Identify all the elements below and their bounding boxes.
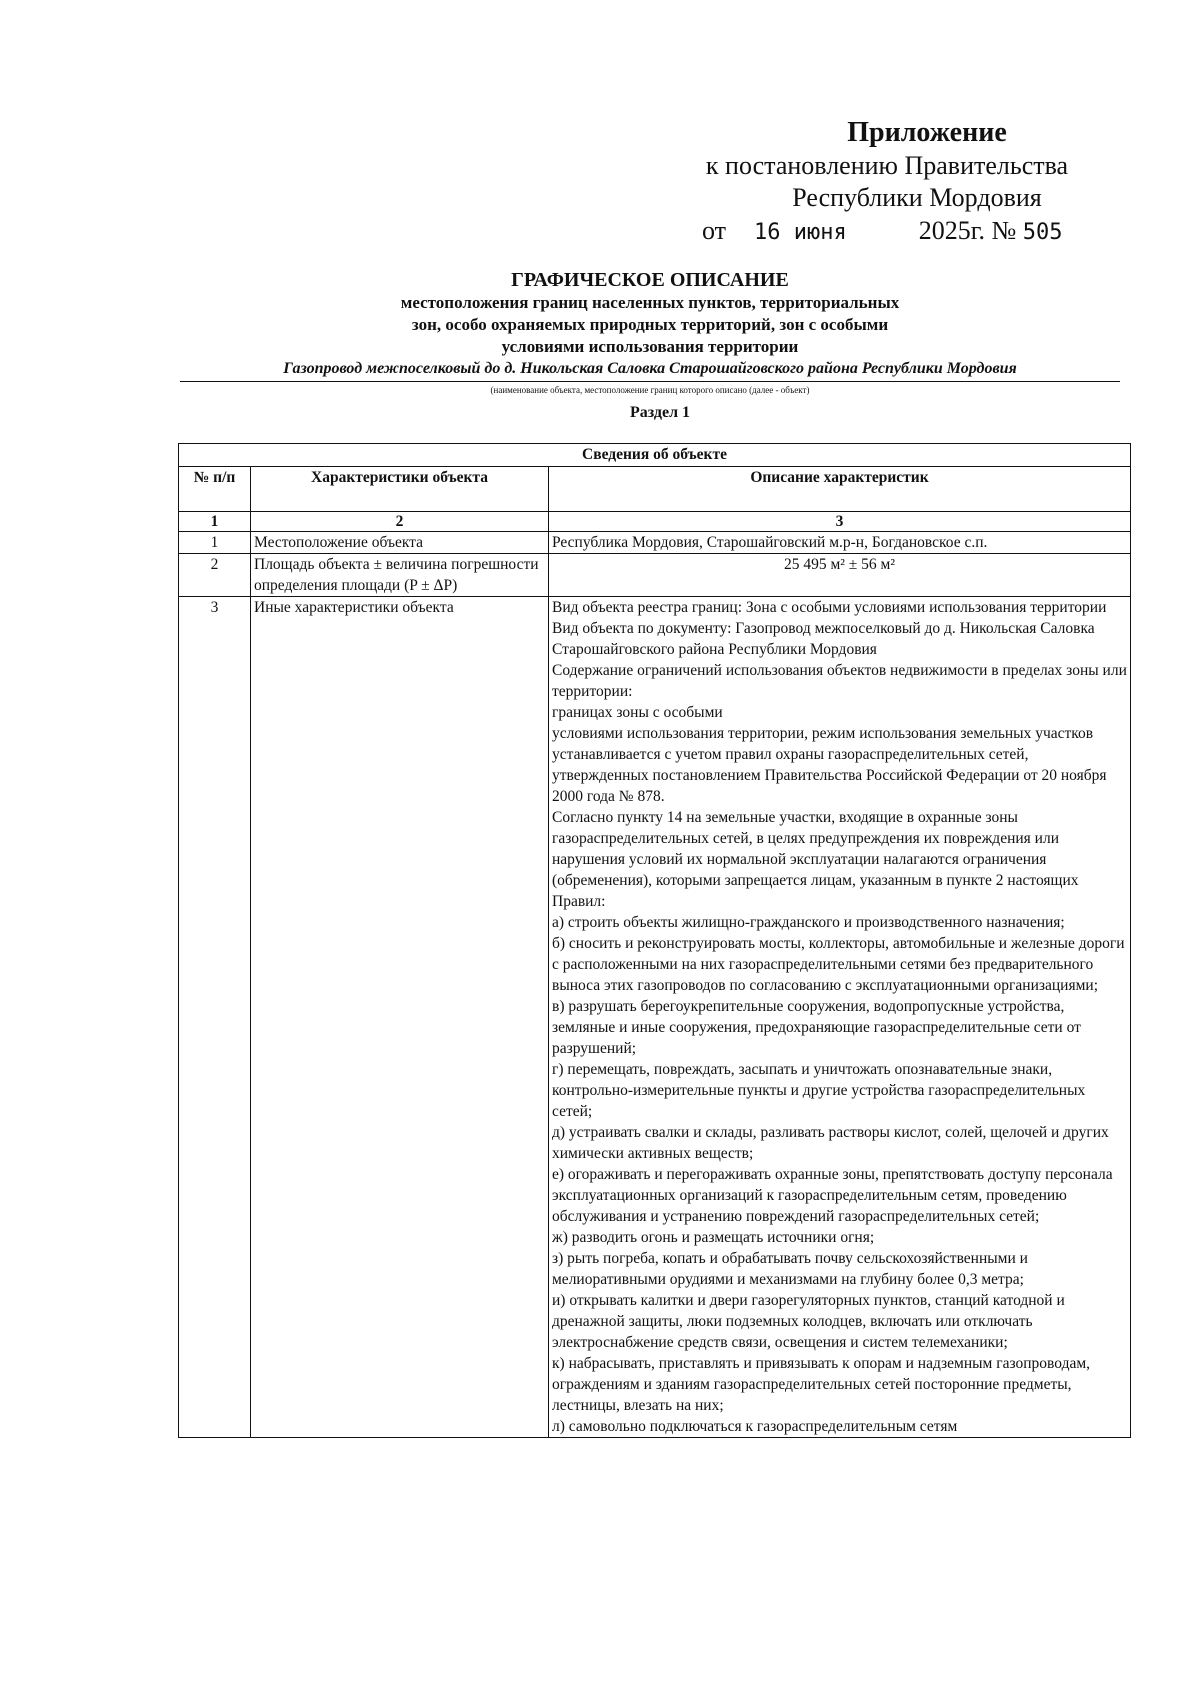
- table-row: [179, 597, 1131, 1438]
- table-row: [179, 532, 1131, 554]
- column-index-1: 1: [179, 512, 251, 532]
- description-paragraph: к) набрасывать, приставлять и привязывать к опорам и надземным газопроводам, ограждениям и зданиям газораспределительных сетей посторонние предметы, лестницы, влезать на них;: [552, 1355, 1091, 1414]
- description-paragraph: ж) разводить огонь и размещать источники огня;: [552, 1229, 875, 1246]
- table-header-row: [179, 467, 1131, 512]
- column-index-3: 3: [549, 512, 1131, 532]
- date-prefix: от: [702, 216, 727, 245]
- description-paragraph: а) строить объекты жилищно-гражданского и производственного назначения;: [552, 914, 1065, 931]
- column-index-2: 2: [251, 512, 549, 532]
- row-description: [549, 597, 1131, 1438]
- table-caption-row: [179, 444, 1131, 467]
- row-number: 1: [179, 532, 251, 554]
- description-paragraph: в) разрушать берегоукрепительные сооружения, водопропускные устройства, земляные и иные сооружения, предохраняющие газораспределительные сети от разрушений;: [552, 998, 1081, 1057]
- object-name-caption: (наименование объекта, местоположение границ которого описано (далее - объект): [490, 385, 810, 395]
- appendix-block: [662, 116, 1112, 250]
- decree-number: 505: [1022, 220, 1063, 245]
- description-paragraph: е) огораживать и перегораживать охранные зоны, препятствовать доступу персонала эксплуатационных организаций к газораспределительным сетям, проведению обслуживания и устранению повреждений газораспределительных сетей;: [552, 1166, 1113, 1225]
- appendix-title: Приложение: [847, 117, 1007, 148]
- table-index-row: [179, 512, 1131, 532]
- object-info-table: [178, 443, 1131, 1438]
- row-characteristic: Площадь объекта ± величина погрешности определения площади (P ± ΔP): [251, 554, 549, 597]
- description-paragraph: и) открывать калитки и двери газорегуляторных пунктов, станций катодной и дренажной защиты, люки подземных колодцев, включать или отключать электроснабжение средств связи, освещения и систем телемеханики;: [552, 1292, 1065, 1351]
- document-subtitle-1: местоположения границ населенных пунктов, территориальных: [400, 293, 900, 312]
- description-paragraph: Вид объекта по документу: Газопровод межпоселковый до д. Никольская Саловка Старошайговского района Республики Мордовия: [552, 620, 1095, 658]
- description-paragraph: д) устраивать свалки и склады, разливать растворы кислот, солей, щелочей и других химически активных веществ;: [552, 1124, 1109, 1162]
- description-paragraph: г) перемещать, повреждать, засыпать и уничтожать опознавательные знаки, контрольно-измерительные пункты и другие устройства газораспределительных сетей;: [552, 1061, 1086, 1120]
- column-header-number: № п/п: [179, 467, 251, 512]
- appendix-line-1: к постановлению Правительства: [705, 151, 1069, 180]
- row-description: Республика Мордовия, Старошайговский м.р-н, Богдановское с.п.: [549, 532, 1131, 554]
- date-year: 2025г. №: [918, 216, 1017, 245]
- description-paragraph: л) самовольно подключаться к газораспределительным сетям: [552, 1418, 958, 1435]
- appendix-date-line: [662, 214, 1112, 250]
- description-paragraph: условиями использования территории, режим использования земельных участков устанавливается с учетом правил охраны газораспределительных сетей, утвержденных постановлением Правительства Российской Федерации от 20 ноября 2000 года № 878.: [552, 725, 1107, 805]
- object-name: Газопровод межпоселковый до д. Никольская Саловка Старошайговского района Республики Мордовия: [180, 358, 1120, 382]
- table-caption: Сведения об объекте: [179, 444, 1131, 467]
- date-day-month: 16 июня: [754, 220, 847, 245]
- document-subtitle-2: зон, особо охраняемых природных территорий, зон с особыми: [411, 315, 889, 334]
- document-title: ГРАФИЧЕСКОЕ ОПИСАНИЕ: [511, 269, 789, 291]
- description-paragraph: Согласно пункту 14 на земельные участки, входящие в охранные зоны газораспределительных сетей, в целях предупреждения их повреждения или нарушения условий их нормальной эксплуатации налагаются ограничения (обременения), которыми запрещается лицам, указанным в пункте 2 настоящих Правил:: [552, 809, 1079, 910]
- table-row: [179, 554, 1131, 597]
- row-description: 25 495 м² ± 56 м²: [549, 554, 1131, 597]
- document-subtitle-3: условиями использования территории: [501, 337, 799, 356]
- column-header-description: Описание характеристик: [549, 467, 1131, 512]
- row-characteristic: Местоположение объекта: [251, 532, 549, 554]
- column-header-characteristic: Характеристики объекта: [251, 467, 549, 512]
- document-header: [180, 268, 1120, 422]
- row-number: 3: [179, 597, 251, 1438]
- description-paragraph: з) рыть погреба, копать и обрабатывать почву сельскохозяйственными и мелиоративными орудиями и механизмами на глубину более 0,3 метра;: [552, 1250, 1028, 1288]
- description-paragraph: Содержание ограничений использования объектов недвижимости в пределах зоны или территории:: [552, 662, 1127, 700]
- description-paragraph: б) сносить и реконструировать мосты, коллекторы, автомобильные и железные дороги с расположенными на них газораспределительными сетями без предварительного выноса этих газопроводов по согласованию с эксплуатационными организациями;: [552, 935, 1125, 994]
- description-paragraph: границах зоны с особыми: [552, 704, 723, 721]
- section-label: Раздел 1: [629, 404, 691, 421]
- row-characteristic: Иные характеристики объекта: [251, 597, 549, 1438]
- row-number: 2: [179, 554, 251, 597]
- appendix-line-2: Республики Мордовия: [792, 183, 1042, 212]
- description-paragraph: Вид объекта реестра границ: Зона с особыми условиями использования территории: [552, 599, 1107, 616]
